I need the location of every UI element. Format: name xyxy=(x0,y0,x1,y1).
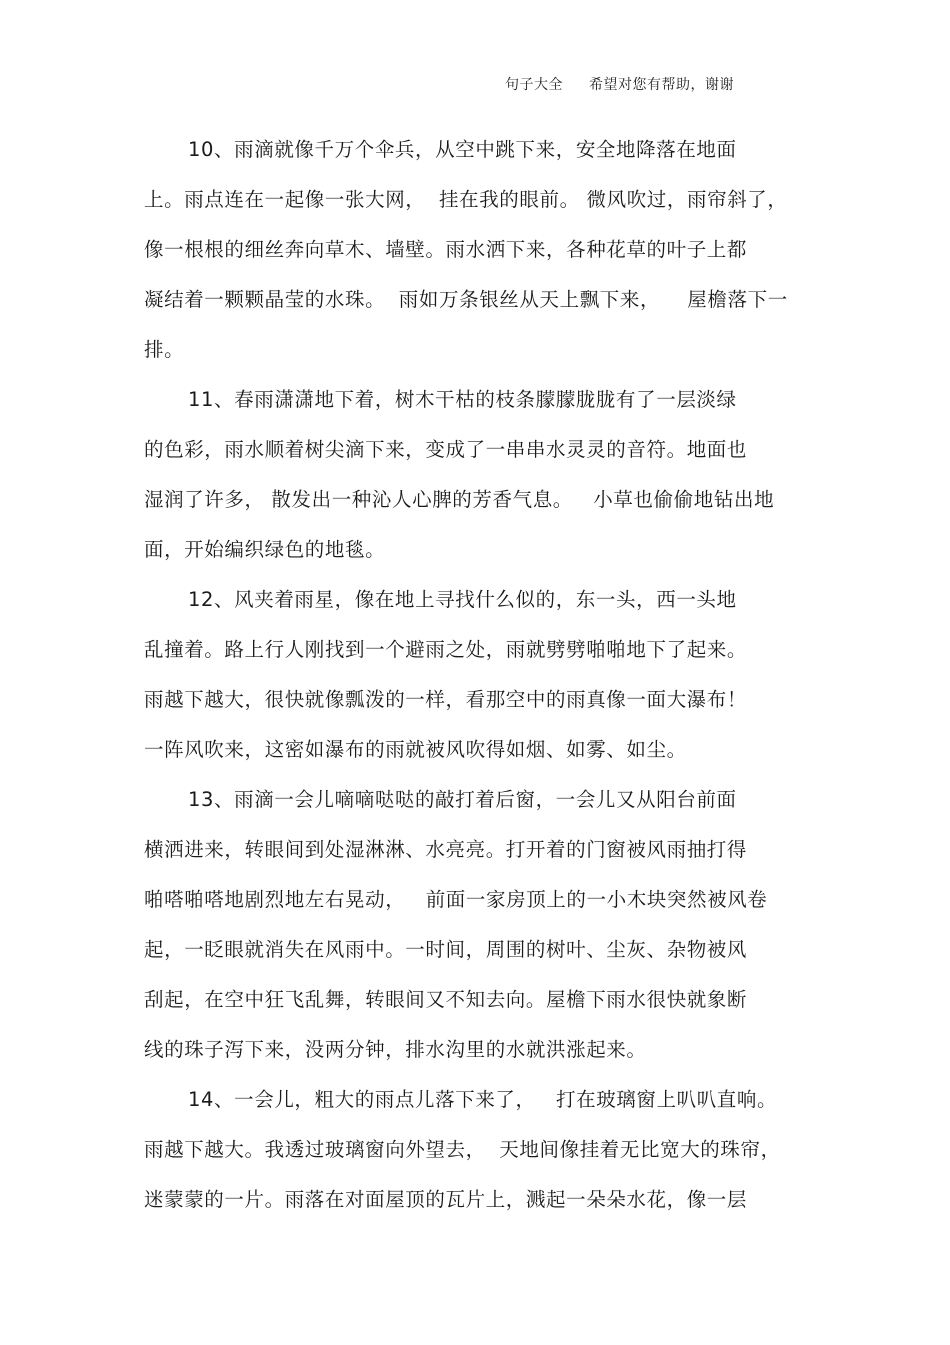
page-header xyxy=(505,74,734,94)
text-line: 14、一会儿，粗大的雨点儿落下来了， 打在玻璃窗上叭叭直响。 xyxy=(188,1088,778,1111)
text-line: 13、雨滴一会儿嘀嘀哒哒的敲打着后窗，一会儿又从阳台前面 xyxy=(188,788,737,811)
text-line: 12、风夹着雨星，像在地上寻找什么似的，东一头，西一头地 xyxy=(188,588,737,611)
text-line: 11、春雨潇潇地下着，树木干枯的枝条朦朦胧胧有了一层淡绿 xyxy=(188,388,737,411)
text-line: 上。雨点连在一起像一张大网， 挂在我的眼前。 微风吹过，雨帘斜了， xyxy=(144,188,788,211)
text-line: 10、雨滴就像千万个伞兵，从空中跳下来，安全地降落在地面 xyxy=(188,138,737,161)
header-left-text: 句子大全 xyxy=(505,77,563,93)
text-line: 像一根根的细丝奔向草木、墙壁。雨水洒下来，各种花草的叶子上都 xyxy=(144,238,748,261)
text-line: 横洒进来，转眼间到处湿淋淋、水亮亮。打开着的门窗被风雨抽打得 xyxy=(144,838,748,861)
text-line: 凝结着一颗颗晶莹的水珠。 雨如万条银丝从天上飘下来， 屋檐落下一 xyxy=(144,288,788,311)
paragraph-14 xyxy=(144,1075,824,1225)
text-line: 刮起，在空中狂飞乱舞，转眼间又不知去向。屋檐下雨水很快就象断 xyxy=(144,988,748,1011)
text-line: 一阵风吹来，这密如瀑布的雨就被风吹得如烟、如雾、如尘。 xyxy=(144,738,687,761)
text-line: 排。 xyxy=(144,338,185,361)
text-line: 雨越下越大，很快就像瓢泼的一样，看那空中的雨真像一面大瀑布！ xyxy=(144,688,748,711)
paragraph-12 xyxy=(144,575,824,775)
paragraph-10 xyxy=(144,125,824,375)
text-line: 线的珠子泻下来，没两分钟，排水沟里的水就洪涨起来。 xyxy=(144,1038,647,1061)
paragraph-11 xyxy=(144,375,824,575)
text-line: 雨越下越大。我透过玻璃窗向外望去， 天地间像挂着无比宽大的珠帘， xyxy=(144,1138,781,1161)
text-line: 湿润了许多， 散发出一种沁人心脾的芳香气息。 小草也偷偷地钻出地 xyxy=(144,488,775,511)
text-line: 啪嗒啪嗒地剧烈地左右晃动， 前面一家房顶上的一小木块突然被风卷 xyxy=(144,888,768,911)
paragraph-13 xyxy=(144,775,824,1075)
text-line: 迷蒙蒙的一片。雨落在对面屋顶的瓦片上，溅起一朵朵水花，像一层 xyxy=(144,1188,748,1211)
document-body xyxy=(144,125,824,1225)
text-line: 面，开始编织绿色的地毯。 xyxy=(144,538,386,561)
text-line: 的色彩，雨水顺着树尖滴下来，变成了一串串水灵灵的音符。地面也 xyxy=(144,438,748,461)
text-line: 起，一眨眼就消失在风雨中。一时间，周围的树叶、尘灰、杂物被风 xyxy=(144,938,748,961)
text-line: 乱撞着。路上行人刚找到一个避雨之处，雨就劈劈啪啪地下了起来。 xyxy=(144,638,748,661)
header-right-text: 希望对您有帮助，谢谢 xyxy=(589,77,734,93)
